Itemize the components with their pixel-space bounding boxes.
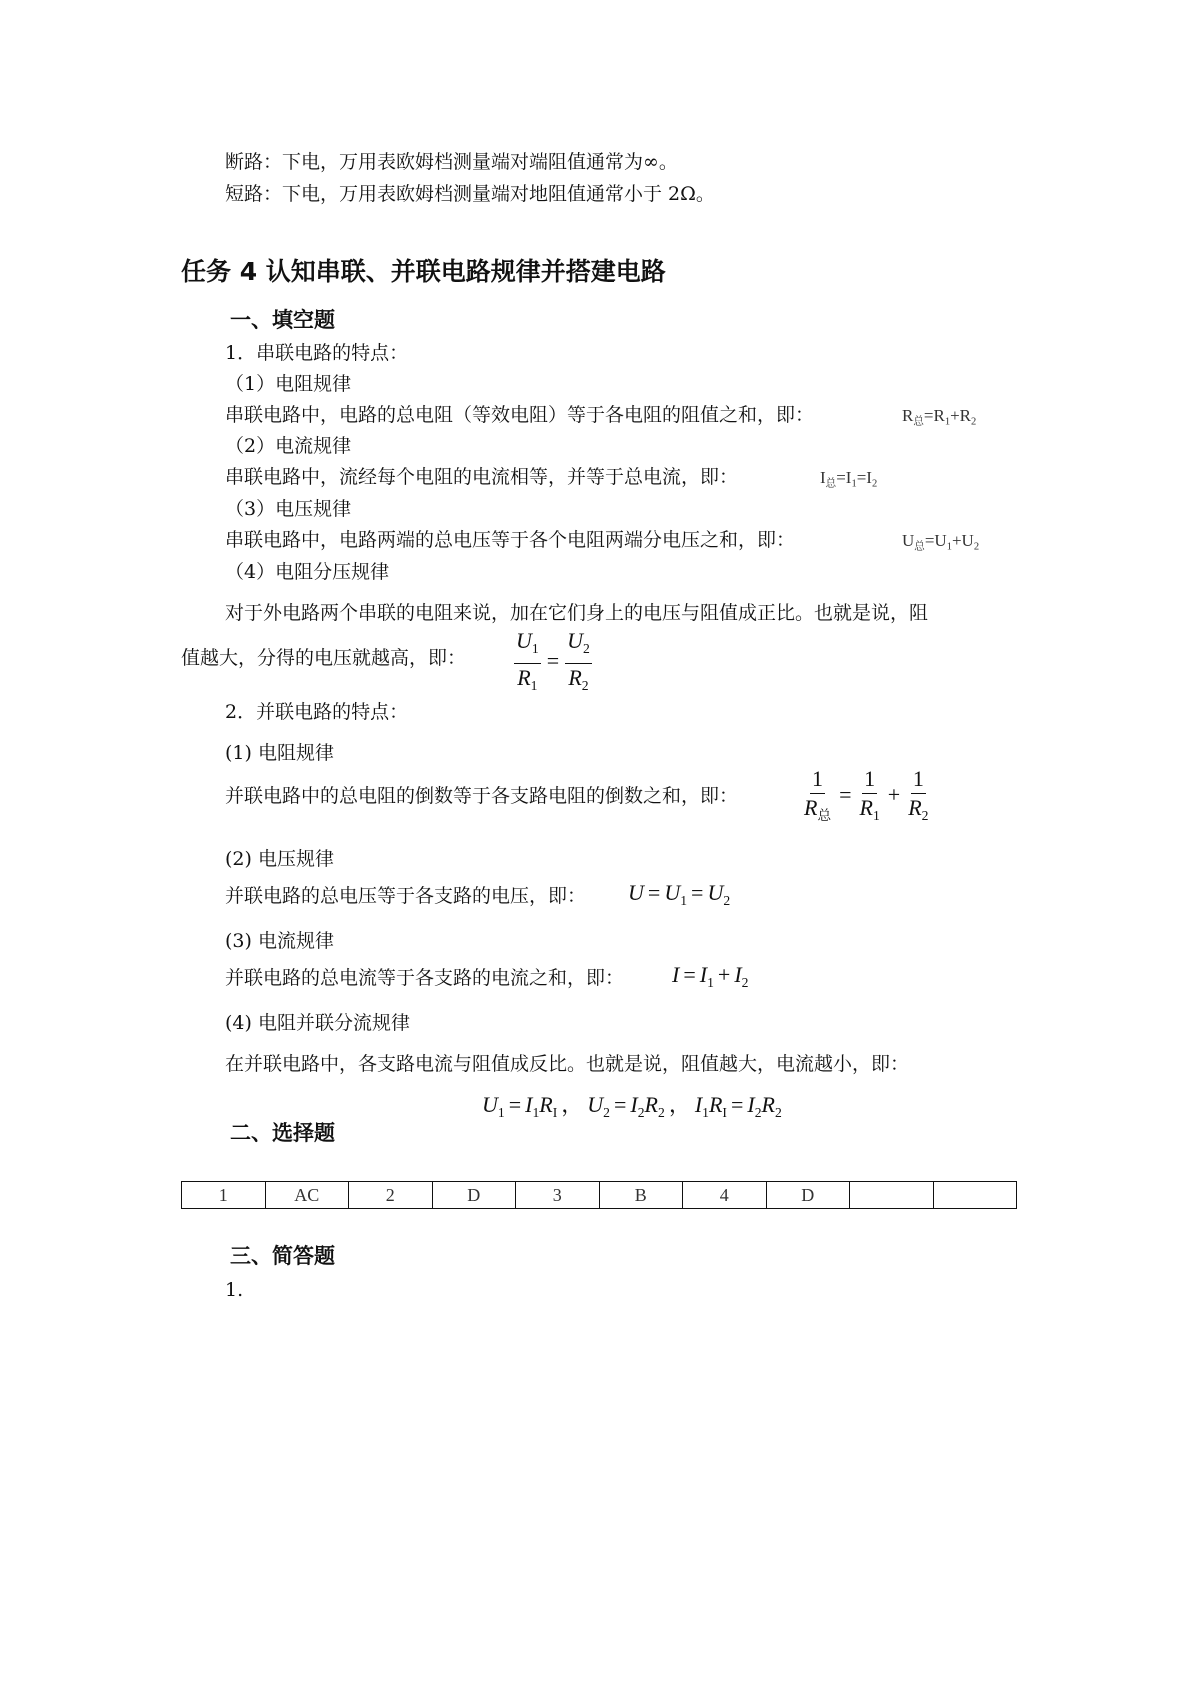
answer-cell bbox=[933, 1182, 1017, 1209]
fraction: $\frac{U_2}{R_2}$ bbox=[567, 628, 590, 693]
series-r-text: 串联电路中，电路的总电阻（等效电阻）等于各电阻的阻值之和，即： bbox=[225, 404, 815, 426]
parallel-u-formula: $U = U_1 = U_2$ bbox=[628, 880, 731, 908]
series-r-formula bbox=[902, 404, 976, 435]
series-u-text: 串联电路中，电路两端的总电压等于各个电阻两端分电压之和，即： bbox=[225, 529, 796, 551]
series-div-rule: （4）电阻分压规律 bbox=[225, 561, 390, 583]
parallel-div-text: 在并联电路中，各支路电流与阻值成反比。也就是说，阻值越大，电流越小，即： bbox=[225, 1053, 910, 1075]
formula-total-sub: 总 bbox=[913, 416, 924, 428]
short-circuit-text: 短路：下电，万用表欧姆档测量端对地阻值通常小于 2Ω。 bbox=[225, 183, 715, 205]
formula-sub-2: 2 bbox=[871, 478, 878, 490]
section1-heading: 一、填空题 bbox=[230, 308, 335, 332]
formula-equals: =I bbox=[836, 468, 852, 487]
equals-sign: = bbox=[546, 648, 560, 674]
answer-table bbox=[181, 1181, 1017, 1209]
formula-i-symbol: I bbox=[820, 468, 826, 487]
series-divider-formula bbox=[512, 628, 594, 699]
formula-sub-1: 1 bbox=[944, 416, 951, 428]
section3-item1: 1. bbox=[225, 1279, 244, 1301]
series-i-text: 串联电路中，流经每个电阻的电流相等，并等于总电流，即： bbox=[225, 466, 739, 488]
parallel-r-rule: (1) 电阻规律 bbox=[225, 742, 334, 764]
parallel-i-rule: (3) 电流规律 bbox=[225, 930, 334, 952]
answer-cell: AC bbox=[265, 1182, 349, 1209]
formula-equals: =R bbox=[923, 406, 945, 425]
parallel-u-text: 并联电路的总电压等于各支路的电压，即： bbox=[225, 885, 587, 907]
formula-plus: +U bbox=[951, 531, 974, 550]
fraction: $\frac{1}{R_1}$ bbox=[859, 766, 880, 823]
series-title: 1．串联电路的特点： bbox=[225, 342, 409, 364]
parallel-i-text: 并联电路的总电流等于各支路的电流之和，即： bbox=[225, 967, 625, 989]
formula-sub-1: 1 bbox=[851, 478, 857, 490]
answer-cell: 2 bbox=[349, 1182, 433, 1209]
answer-cell: B bbox=[599, 1182, 683, 1209]
series-i-rule: （2）电流规律 bbox=[225, 435, 352, 457]
table-row bbox=[182, 1182, 1017, 1209]
parallel-i-formula: $I = I_1 + I_2$ bbox=[672, 962, 749, 990]
series-r-rule: （1）电阻规律 bbox=[225, 373, 352, 395]
answer-cell: 3 bbox=[516, 1182, 600, 1209]
formula-r-symbol: R bbox=[902, 406, 914, 425]
fraction: $\frac{1}{R_总}$ bbox=[804, 766, 832, 823]
formula-total-sub: 总 bbox=[914, 541, 925, 553]
series-u-rule: （3）电压规律 bbox=[225, 498, 352, 520]
answer-cell: 4 bbox=[683, 1182, 767, 1209]
formula-sub-2: 2 bbox=[973, 541, 980, 553]
formula-sub-1: 1 bbox=[946, 541, 952, 553]
series-div-text2: 值越大，分得的电压就越高，即： bbox=[181, 647, 467, 669]
plus-sign: + bbox=[887, 782, 901, 808]
answer-cell: D bbox=[432, 1182, 516, 1209]
parallel-div-formula: $U_1 = I_1R_I$ ， $U_2 = I_2R_2$ ， $I_1R_I = I_2R_2$ bbox=[482, 1092, 782, 1120]
answer-cell: 1 bbox=[182, 1182, 266, 1209]
formula-u-symbol: U bbox=[902, 531, 915, 550]
parallel-r-text: 并联电路中的总电阻的倒数等于各支路电阻的倒数之和，即： bbox=[225, 785, 739, 807]
fraction: $\frac{U_1}{R_1}$ bbox=[516, 628, 539, 693]
series-u-formula bbox=[902, 529, 979, 560]
task-title: 任务 4 认知串联、并联电路规律并搭建电路 bbox=[181, 257, 666, 286]
parallel-title: 2．并联电路的特点： bbox=[225, 701, 409, 723]
answer-cell: D bbox=[766, 1182, 850, 1209]
open-circuit-text: 断路：下电，万用表欧姆档测量端对端阻值通常为∞。 bbox=[225, 151, 678, 173]
formula-sub-2: 2 bbox=[971, 416, 977, 428]
fraction: $\frac{1}{R_2}$ bbox=[908, 766, 929, 823]
equals-sign: = bbox=[839, 782, 852, 808]
formula-plus: +R bbox=[950, 406, 972, 425]
parallel-r-formula bbox=[800, 766, 932, 829]
parallel-u-rule: (2) 电压规律 bbox=[225, 848, 334, 870]
formula-equals: =U bbox=[924, 531, 947, 550]
series-div-text1: 对于外电路两个串联的电阻来说，加在它们身上的电压与阻值成正比。也就是说，阻 bbox=[225, 602, 929, 624]
section3-heading: 三、简答题 bbox=[230, 1244, 335, 1268]
formula-total-sub: 总 bbox=[825, 478, 837, 490]
series-i-formula bbox=[820, 466, 877, 497]
section2-heading: 二、选择题 bbox=[230, 1121, 335, 1145]
formula-equals: =I bbox=[856, 468, 872, 487]
answer-cell bbox=[850, 1182, 934, 1209]
parallel-div-rule: (4) 电阻并联分流规律 bbox=[225, 1012, 410, 1034]
